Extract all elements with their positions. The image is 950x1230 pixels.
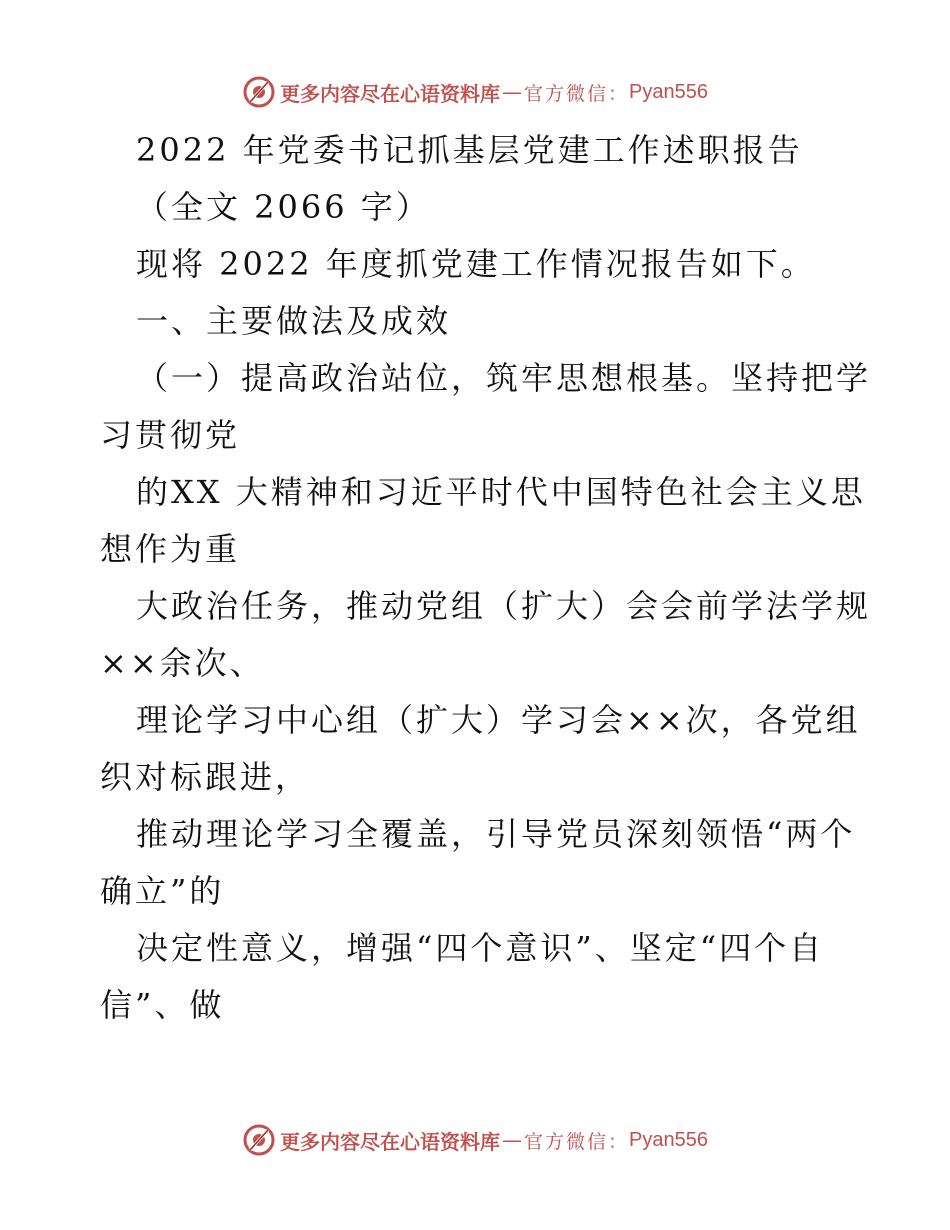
header-separator: — xyxy=(502,80,522,104)
paragraph-line: 决定性意义，增强“四个意识”、坚定“四个自 xyxy=(136,929,825,967)
header-watermark xyxy=(0,72,950,112)
paragraph-line: 一、主要做法及成效 xyxy=(136,302,452,340)
paragraph-line: 推动理论学习全覆盖，引导党员深刻领悟“两个 xyxy=(136,815,856,853)
paragraph-line: （全文 2066 字） xyxy=(136,188,431,226)
paragraph-line: 大政治任务，推动党组（扩大）会会前学法学规 xyxy=(136,587,872,625)
paragraph-line: ××余次、 xyxy=(100,644,265,682)
header-wechat-label: 官方微信： xyxy=(524,82,630,105)
paragraph-line: 2022 年党委书记抓基层党建工作述职报告 xyxy=(136,131,803,169)
paragraph-line: 理论学习中心组（扩大）学习会××次，各党组 xyxy=(136,701,861,739)
paragraph-line: 信”、做 xyxy=(100,986,225,1024)
header-site-name: 更多内容尽在心语资料库 xyxy=(280,81,500,106)
footer-separator: — xyxy=(502,1128,522,1152)
footer-wechat-label: 官方微信： xyxy=(524,1130,630,1153)
document-body xyxy=(0,122,950,1034)
paragraph-line: 确立”的 xyxy=(100,872,225,910)
paragraph-line: 的XX 大精神和习近平时代中国特色社会主义思 xyxy=(136,473,866,511)
paragraph-line: 织对标跟进， xyxy=(100,758,311,796)
paragraph-line: 习贯彻党 xyxy=(100,416,241,454)
footer-watermark xyxy=(0,1120,950,1160)
paragraph-line: 想作为重 xyxy=(100,530,241,568)
footer-site-name: 更多内容尽在心语资料库 xyxy=(280,1129,500,1154)
logo-icon xyxy=(242,1123,276,1157)
paragraph-line: （一）提高政治站位，筑牢思想根基。坚持把学 xyxy=(136,359,872,397)
header-wechat-id: Pyan556 xyxy=(629,80,708,103)
paragraph-line: 现将 2022 年度抓党建工作情况报告如下。 xyxy=(136,245,816,283)
footer-wechat-id: Pyan556 xyxy=(629,1128,708,1151)
logo-icon xyxy=(242,75,276,109)
